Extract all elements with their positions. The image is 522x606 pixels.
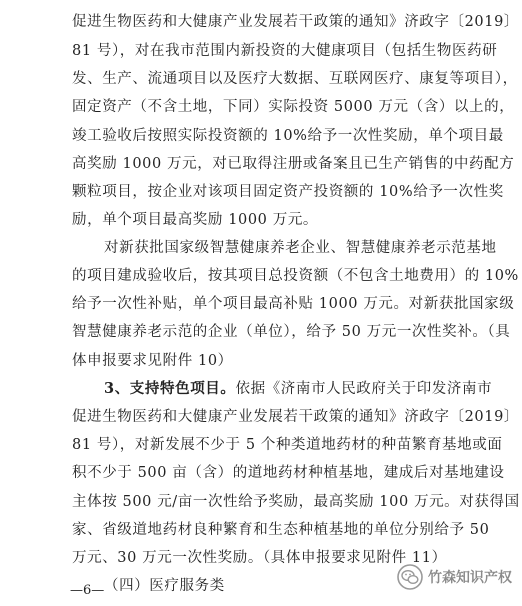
text-line: 固定资产（不含土地，下同）实际投资 5000 万元（含）以上的， [72,99,515,115]
page-number: —6— [70,583,105,598]
text-line: 家、省级道地药材良种繁育和生态种植基地的单位分别给予 50 [72,522,490,538]
text-line: 81 号），对在我市范围内新投资的大健康项目（包括生物医药研 [72,43,498,59]
section-heading-4: （四）医疗服务类 [104,578,225,594]
text-line: 81 号），对新发展不少于 5 个种类道地药材的种苗繁育基地或面 [72,437,503,453]
text-line: 颗粒项目，按企业对该项目固定资产投资额的 10%给予一次性奖 [72,184,504,200]
text-line: 智慧健康养老示范的企业（单位），给予 50 万元一次性奖补。（具 [72,324,511,340]
text-line: 主体按 500 元/亩一次性给予奖励，最高奖励 100 万元。对获得国 [72,494,520,510]
text-line: 发、生产、流通项目以及医疗大数据、互联网医疗、康复等项目）， [72,71,518,87]
text-line: 对新获批国家级智慧健康养老企业、智慧健康养老示范基地 [104,240,497,256]
watermark-text: 竹森知识产权 [428,570,512,586]
watermark [397,564,512,590]
text-line: 体申报要求见附件 10） [72,353,233,369]
text-line: 高奖励 1000 万元，对已取得注册或备案且已生产销售的中药配方 [72,156,515,172]
heading-title: 3、支持特色项目。 [104,380,236,397]
text-line: 竣工验收后按照实际投资额的 10%给予一次性奖励，单个项目最 [72,128,504,144]
text-line: 万元、30 万元一次性奖励。（具体申报要求见附件 11） [72,550,447,566]
text-line: 促进生物医药和大健康产业发展若干政策的通知》济政字〔2019〕 [72,14,519,30]
heading-rest: 依据《济南市人民政府关于印发济南市 [235,381,493,397]
text-line: 的项目建成验收后，按其项目总投资额（不包含土地费用）的 10% [72,268,519,284]
text-line: 给予一次性补贴，单个项目最高补贴 1000 万元。对新获批国家级 [72,296,515,312]
text-line: 励，单个项目最高奖励 1000 万元。 [72,212,319,228]
text-line: 积不少于 500 亩（含）的道地药材种植基地，建成后对基地建设 [72,465,505,481]
wechat-icon [397,564,423,590]
section-heading-3 [104,377,492,398]
text-line: 促进生物医药和大健康产业发展若干政策的通知》济政字〔2019〕 [72,409,519,425]
